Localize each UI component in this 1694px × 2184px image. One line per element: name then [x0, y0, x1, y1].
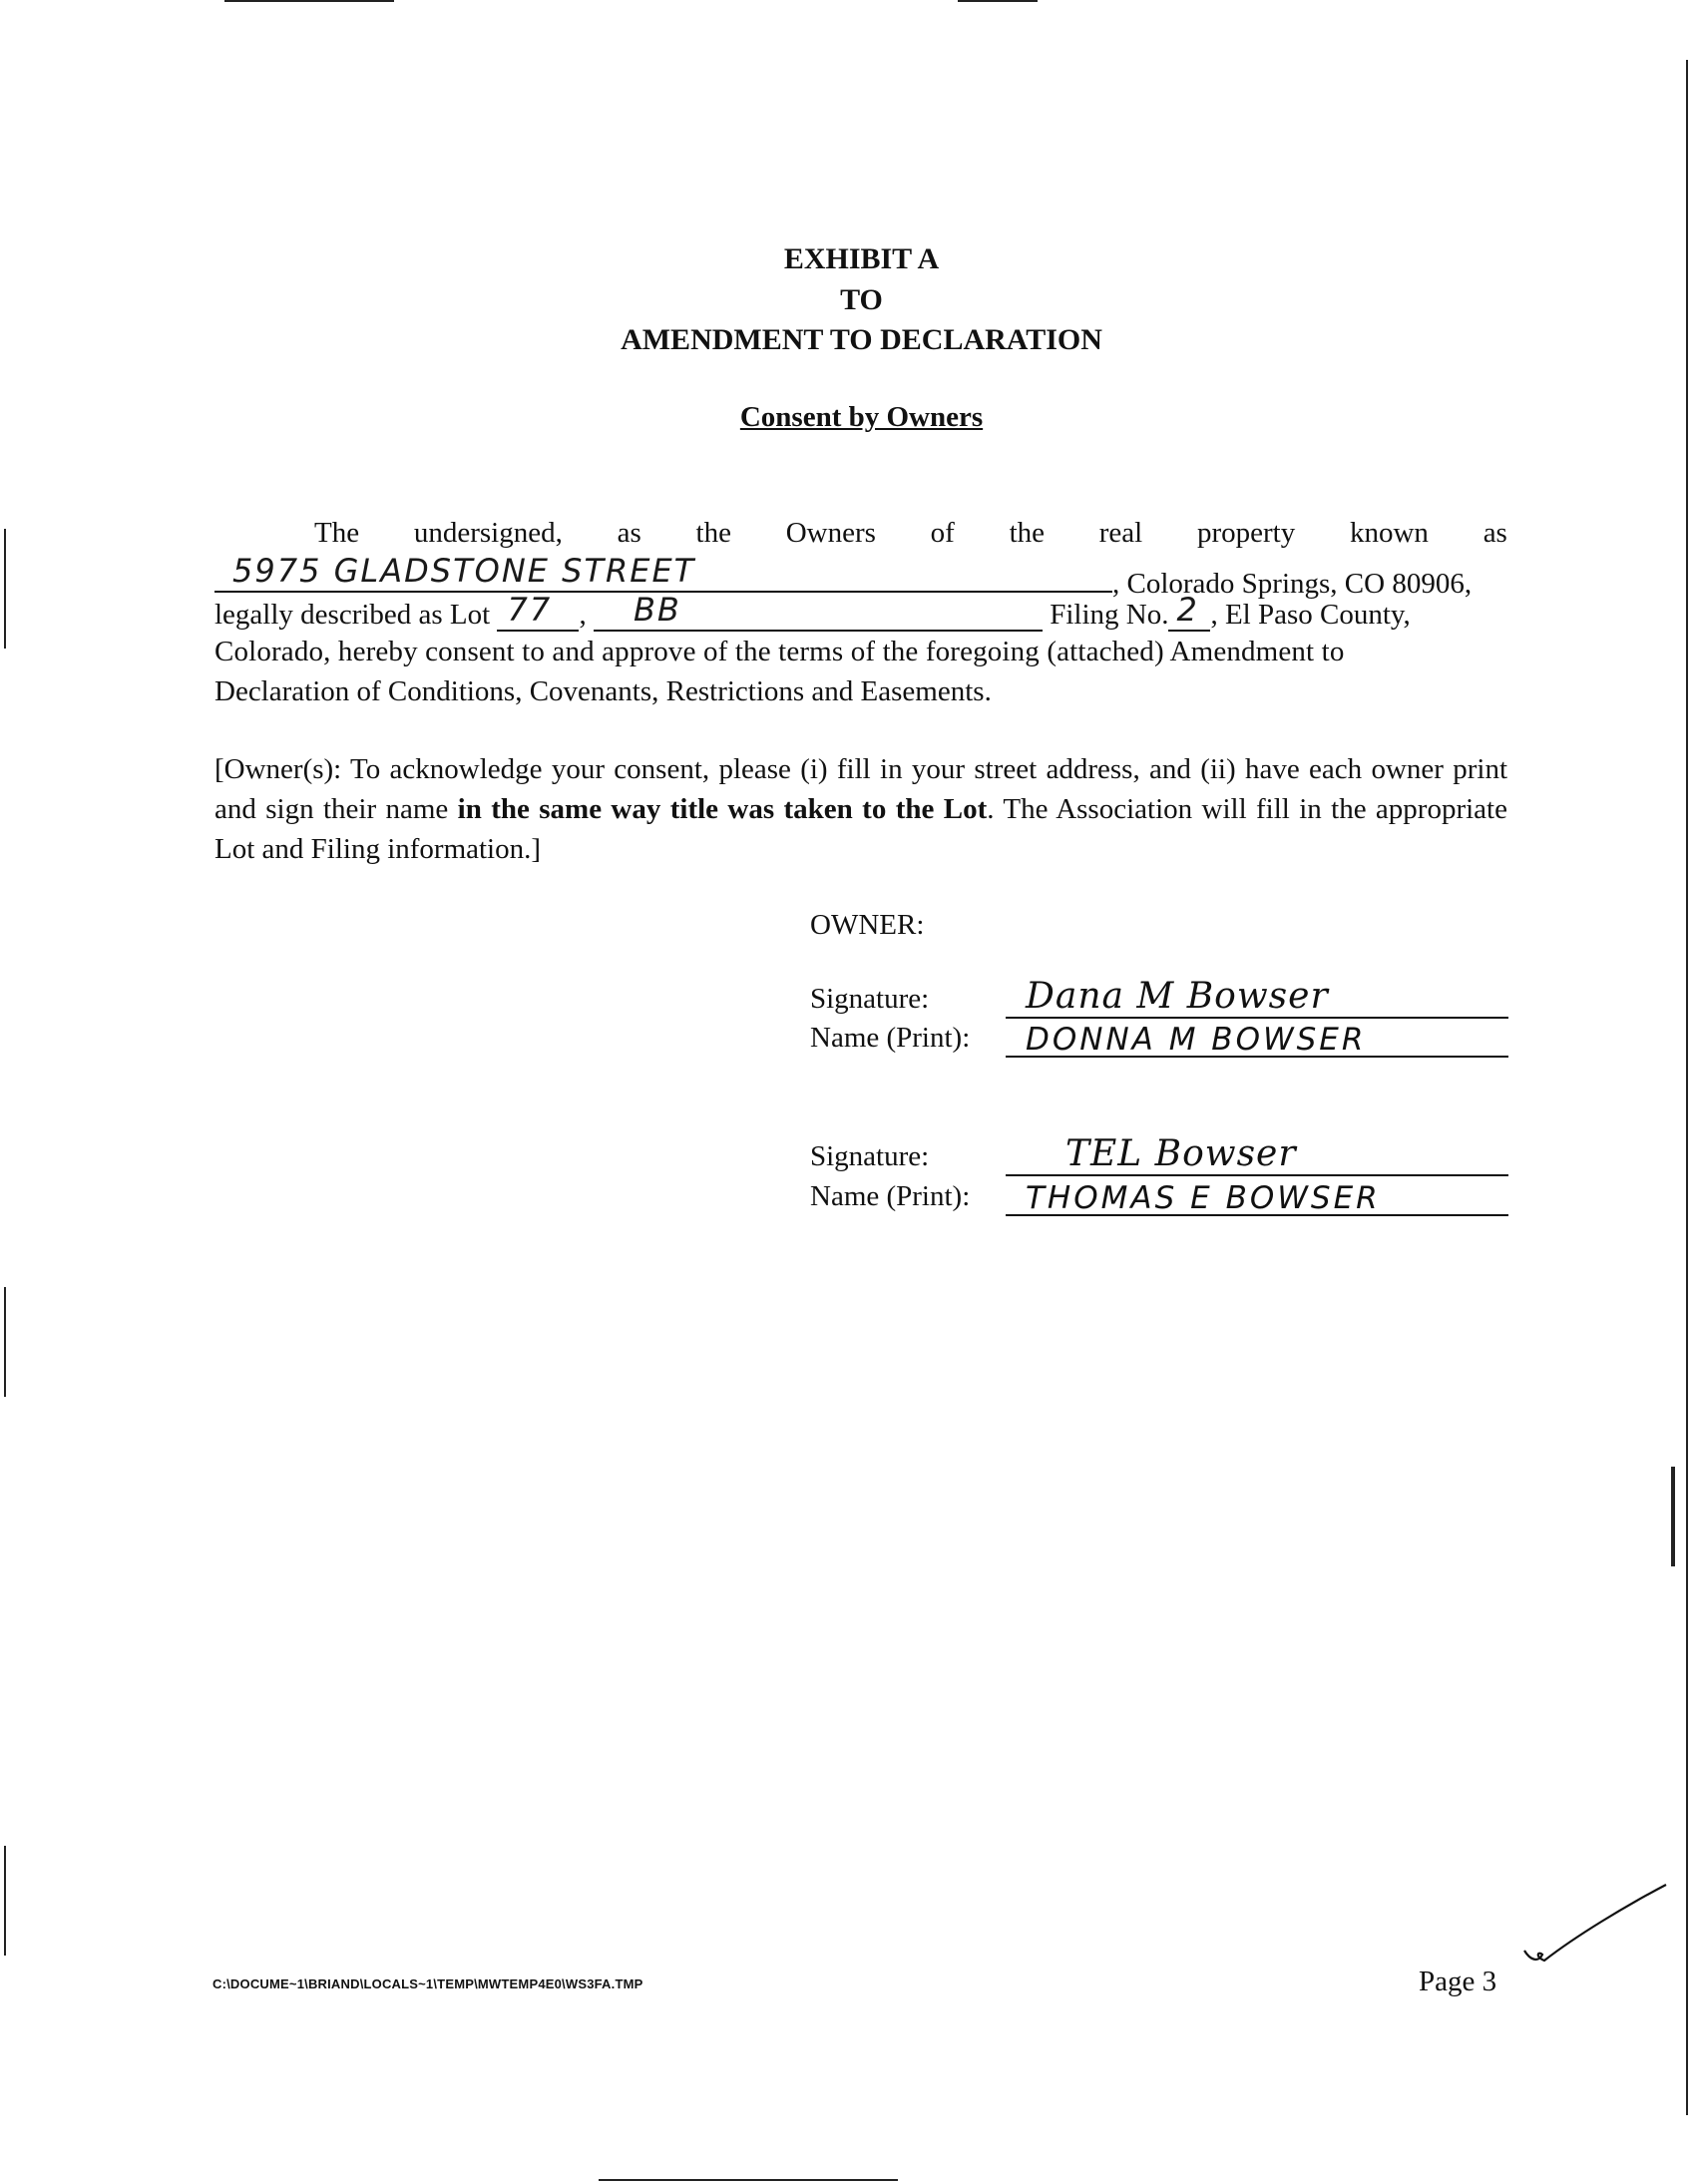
street-address-handwritten: 5975 GLADSTONE STREET [232, 552, 696, 590]
signer-1-signature: Dana M Bowser [1026, 976, 1329, 1017]
paragraph-line-5: Declaration of Conditions, Covenants, Restrictions and Easements. [214, 675, 992, 707]
scan-edge-bottom [599, 2179, 898, 2181]
signature-label: Signature: [810, 1140, 930, 1172]
signer-1-name-print: DONNA M BOWSER [1026, 1022, 1367, 1058]
scan-edge-top-mid [958, 0, 1038, 2]
scan-binding-mark [1671, 1467, 1675, 1566]
name-print-label: Name (Print): [810, 1180, 971, 1212]
subdivision-handwritten: BB [633, 591, 681, 629]
exhibit-title-to: TO [840, 283, 883, 316]
owner-label: OWNER: [810, 909, 925, 941]
scan-edge-left-2 [4, 1287, 6, 1397]
lot-number-handwritten: 77 [507, 591, 553, 629]
footer-file-path: C:\DOCUME~1\BRIAND\LOCALS~1\TEMP\MWTEMP4E0\WS3FA.TMP [212, 1976, 643, 1991]
signer-1-signature-line [1006, 976, 1508, 1019]
subdivision-field [594, 591, 1043, 632]
scan-edge-top-left [224, 0, 394, 2]
signer-1-name-row [810, 1022, 1367, 1058]
check-mark-icon [1516, 1881, 1676, 1970]
exhibit-title: EXHIBIT A [783, 242, 940, 275]
signer-2-signature-line [1006, 1133, 1508, 1176]
signer-2-name-row [810, 1180, 1381, 1216]
filing-number-field [1168, 591, 1210, 632]
page-number: Page 3 [1419, 1966, 1497, 1997]
scan-edge-left-3 [4, 1846, 6, 1956]
filing-number-handwritten: 2 [1176, 591, 1199, 629]
signer-2-signature-row [810, 1133, 1297, 1176]
paragraph-line-1: The undersigned, as the Owners of the real property known as [314, 517, 1507, 549]
owner-instructions: [Owner(s): To acknowledge your consent, please (i) fill in your street address, and (ii) have each owner print and sign their name in the same way title was taken to the Lot. The Association will fill in the appropriate Lot and Filing information.] [214, 753, 1507, 865]
name-print-label: Name (Print): [810, 1022, 971, 1054]
signer-2-signature: TEL Bowser [1065, 1133, 1297, 1174]
document-title: AMENDMENT TO DECLARATION [621, 323, 1102, 356]
signer-1-signature-row [810, 976, 1329, 1019]
signer-2-name-line [1006, 1180, 1508, 1216]
paragraph-line-3: legally described as Lot 77 , BB Filing No. 2 , El Paso County, [214, 591, 1411, 631]
paragraph-line-2: 5975 GLADSTONE STREET , Colorado Springs, CO 80906, [214, 557, 1507, 601]
signature-label: Signature: [810, 983, 930, 1015]
street-address-field [214, 552, 1112, 593]
scan-edge-right [1686, 60, 1688, 2115]
consent-subheading: Consent by Owners [739, 401, 984, 433]
scan-edge-left-1 [4, 529, 6, 649]
signer-2-name-print: THOMAS E BOWSER [1026, 1180, 1381, 1216]
signer-1-name-line [1006, 1022, 1508, 1058]
lot-number-field [497, 591, 579, 632]
paragraph-line-4: Colorado, hereby consent to and approve of the terms of the foregoing (attached) Amendment to [214, 636, 1345, 667]
